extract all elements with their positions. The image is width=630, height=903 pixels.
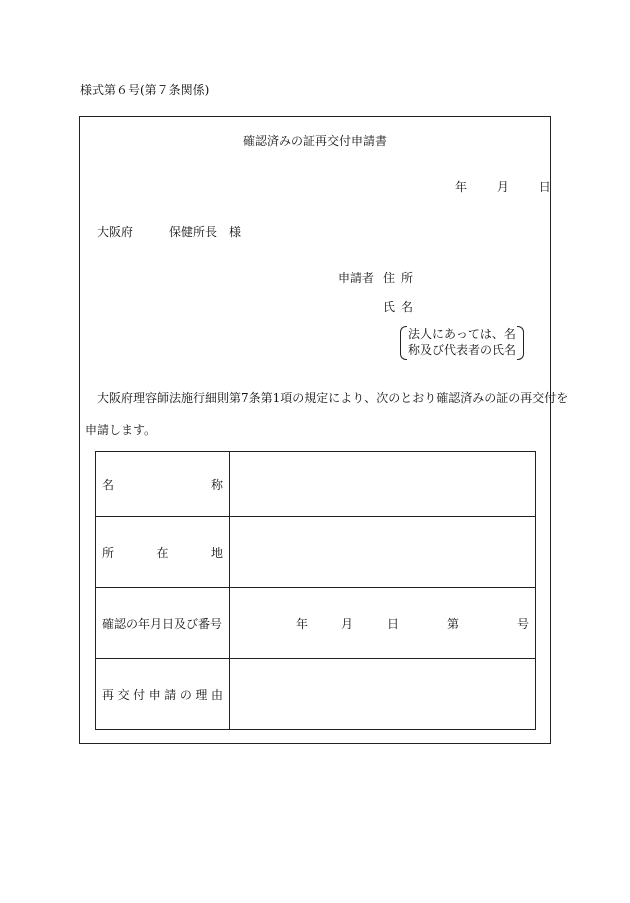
addressee-prefecture: 大阪府 [97,225,134,239]
addressee-office: 保健所長 [169,225,218,239]
right-bracket [517,326,524,360]
date-line [455,178,551,195]
label-char: の [179,687,192,702]
corporation-note [400,326,524,360]
application-table [95,451,536,730]
label-cell-name [96,452,230,517]
value-cell-location[interactable] [230,517,536,588]
label-char: 由 [210,687,223,702]
confirmation-day-label: 日 [387,616,400,631]
label-char: 付 [133,687,146,702]
applicant-address-label: 住所 [383,271,420,285]
body-text-line1: 大阪府理容師法施行細則第7条第1項の規定により、次のとおり確認済みの証の再交付を [97,391,569,405]
confirmation-date-label: 確認の年月日及び番号 [102,616,223,631]
addressee [97,223,241,240]
date-day-label: 日 [538,180,551,194]
confirmation-year-label: 年 [296,616,309,631]
label-char: 請 [164,687,177,702]
label-char: 申 [148,687,161,702]
date-year-label: 年 [455,180,468,194]
label-char: 理 [195,687,208,702]
label-char: 地 [210,545,223,560]
corporation-note-line2: 称及び代表者の氏名 [408,343,517,357]
confirmation-number-suffix: 号 [516,616,529,631]
label-cell-confirmation-date [96,588,230,659]
value-cell-confirmation-date[interactable] [230,588,536,659]
addressee-honorific: 様 [229,225,242,239]
applicant-label: 申請者 [338,271,375,285]
body-text-line2: 申請します。 [85,423,157,437]
table-row [96,517,536,588]
label-char: 所 [102,545,115,560]
table-row [96,588,536,659]
table-row [96,659,536,730]
confirmation-month-label: 月 [341,616,354,631]
document-title: 確認済みの証再交付申請書 [242,134,387,148]
form-number: 様式第６号(第７条関係) [80,83,210,97]
label-char: 再 [102,687,115,702]
value-cell-name[interactable] [230,452,536,517]
table-row [96,452,536,517]
label-char: 称 [210,477,223,492]
label-cell-reissue-reason [96,659,230,730]
date-month-label: 月 [496,180,509,194]
corporation-note-line1: 法人にあっては、名 [408,327,516,341]
left-bracket [400,326,407,360]
value-cell-reissue-reason[interactable] [230,659,536,730]
label-char: 名 [102,477,115,492]
label-char: 交 [117,687,130,702]
confirmation-number-prefix: 第 [447,616,460,631]
applicant-name-label: 氏名 [383,300,420,314]
label-cell-location [96,517,230,588]
label-char: 在 [156,545,169,560]
